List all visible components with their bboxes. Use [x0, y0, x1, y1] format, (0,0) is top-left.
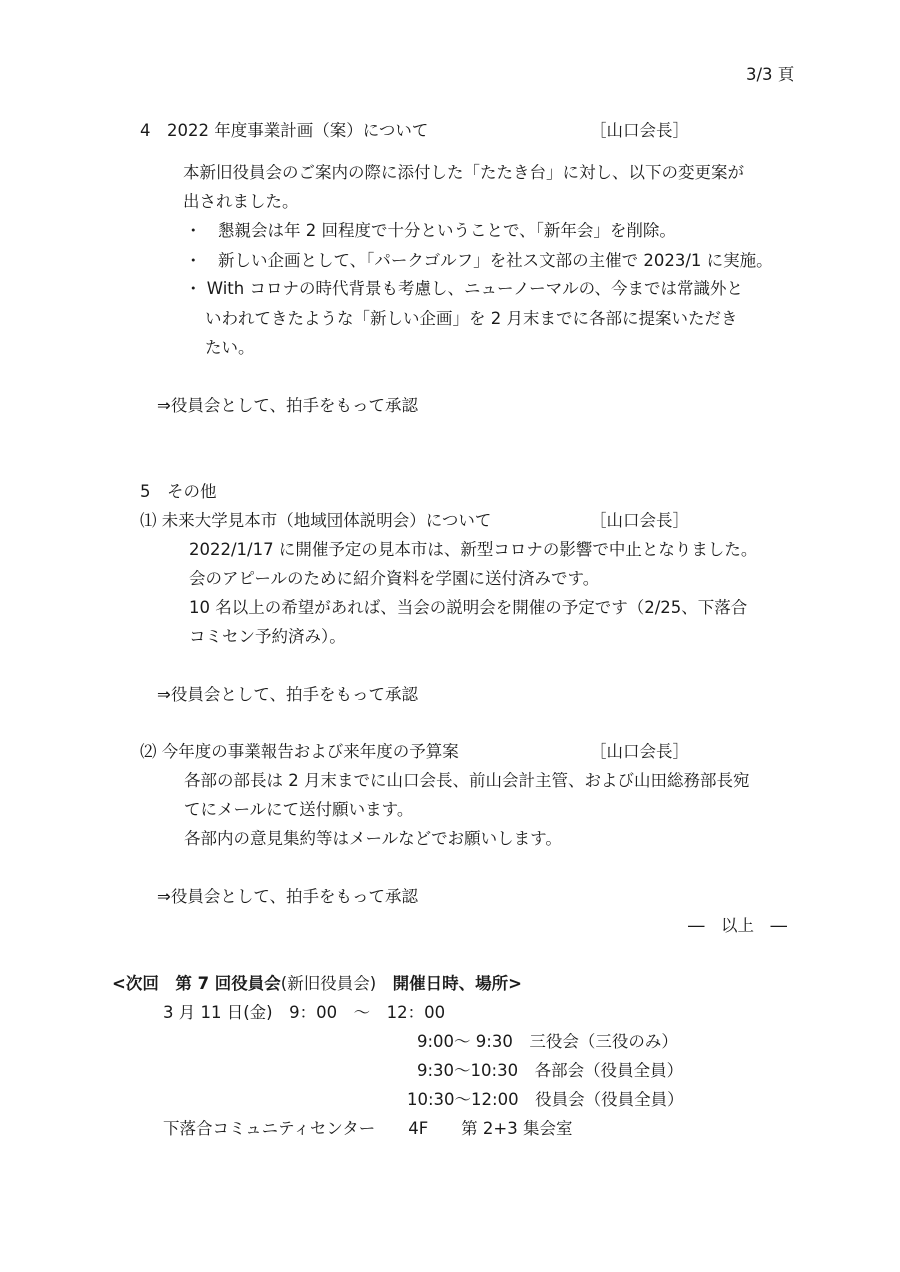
section5-item1-line-1: 2022/1/17 に開催予定の見本市は、新型コロナの影響で中止となりました。: [189, 540, 758, 559]
section5-item2-line-3: 各部内の意見集約等はメールなどでお願いします。: [184, 829, 562, 848]
schedule-row-2: 9:30～10:30 各部会（役員全員）: [417, 1061, 684, 1080]
section5-heading: 5 その他: [140, 482, 217, 501]
next-meeting-title-c: 開催日時、場所>: [376, 974, 522, 993]
next-meeting-venue: 下落合コミュニティセンター 4F 第 2+3 集会室: [163, 1119, 573, 1138]
section5-item1-presenter: ［山口会長］: [590, 511, 689, 530]
section4-intro-1: 本新旧役員会のご案内の際に添付した「たたき台」に対し、以下の変更案が: [183, 163, 744, 182]
section5-item2-result: ⇒役員会として、拍手をもって承認: [157, 887, 418, 906]
section5-item1-line-3: 10 名以上の希望があれば、当会の説明会を開催の予定です（2/25、下落合: [189, 598, 748, 617]
section4-bullet-3a: ・ With コロナの時代背景も考慮し、ニューノーマルの、今までは常識外と: [185, 279, 743, 298]
section4-heading: 4 2022 年度事業計画（案）について: [140, 121, 429, 140]
section4-result: ⇒役員会として、拍手をもって承認: [157, 396, 418, 415]
section5-item1-line-2: 会のアピールのために紹介資料を学園に送付済みです。: [189, 569, 600, 588]
next-meeting-title-b: (新旧役員会): [280, 974, 377, 993]
schedule-row-1: 9:00～ 9:30 三役会（三役のみ）: [417, 1032, 678, 1051]
section4-bullet-2: ・ 新しい企画として、「パークゴルフ」を社ス文部の主催で 2023/1 に実施。: [185, 251, 773, 270]
section5-item2-line-2: てにメールにて送付願います。: [184, 800, 414, 819]
section5-item2-line-1: 各部の部長は 2 月末までに山口会長、前山会計主管、および山田総務部長宛: [184, 771, 750, 790]
section4-intro-2: 出されました。: [183, 192, 299, 211]
section4-bullet-3c: たい。: [205, 338, 255, 357]
page-number: 3/3 頁: [746, 65, 795, 84]
section5-item1-line-4: コミセン予約済み）。: [189, 627, 346, 646]
section4-bullet-3b: いわれてきたような「新しい企画」を 2 月末までに各部に提案いただき: [205, 309, 738, 328]
next-meeting-date: 3 月 11 日(金) 9：00 ～ 12：00: [163, 1003, 446, 1022]
section5-item1-title: ⑴ 未来大学見本市（地域団体説明会）について: [140, 511, 492, 530]
section4-bullet-1: ・ 懇親会は年 2 回程度で十分ということで、「新年会」を削除。: [185, 221, 676, 240]
section5-item2-presenter: ［山口会長］: [590, 742, 689, 761]
next-meeting-title-a: <次回 第 7 回役員会: [112, 974, 281, 993]
section4-presenter: ［山口会長］: [590, 121, 689, 140]
closing-mark: ― 以上 ―: [688, 916, 787, 935]
next-meeting-title: [112, 973, 522, 995]
schedule-row-3: 10:30～12:00 役員会（役員全員）: [407, 1090, 684, 1109]
section5-item1-result: ⇒役員会として、拍手をもって承認: [157, 685, 418, 704]
section5-item2-title: ⑵ 今年度の事業報告および来年度の予算案: [140, 742, 459, 761]
